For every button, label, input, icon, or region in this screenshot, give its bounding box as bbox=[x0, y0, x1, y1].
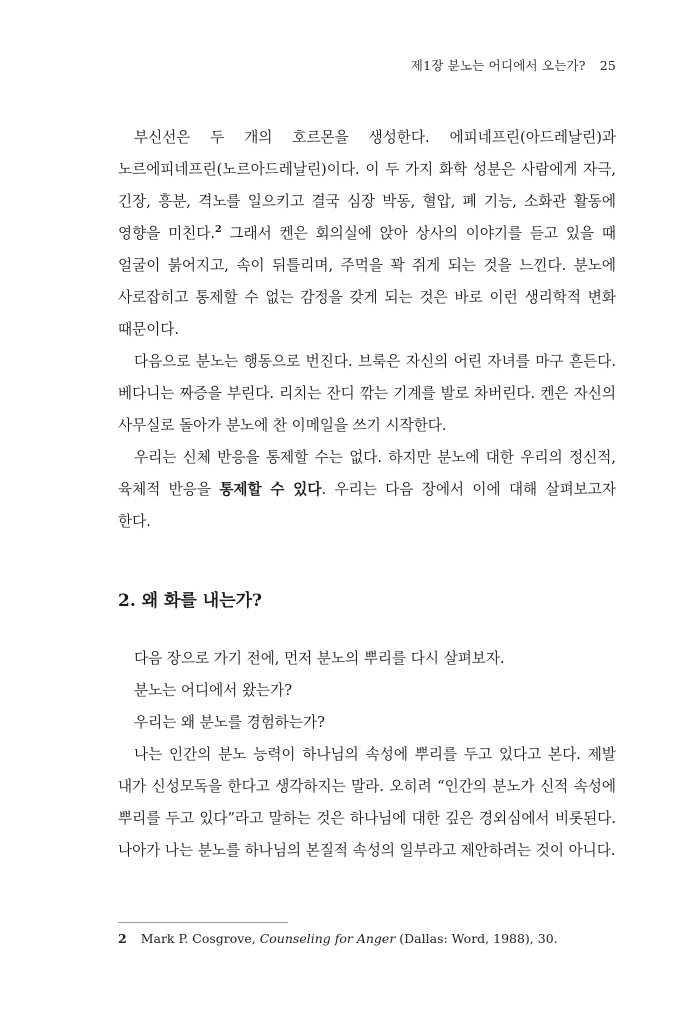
footnote-number: 2 bbox=[118, 931, 127, 946]
body-section-1 bbox=[118, 122, 616, 538]
paragraph: 우리는 왜 분노를 경험하는가? bbox=[134, 714, 325, 731]
emphasis-text: 통제할 수 있다 bbox=[219, 481, 322, 498]
footnote-publication: (Dallas: Word, 1988), 30. bbox=[395, 931, 558, 946]
paragraph-behavior: 다음으로 분노는 행동으로 번진다. 브룩은 자신의 어린 자녀를 마구 흔든다. 베다니는 짜증을 부린다. 리치는 잔디 깎는 기계를 발로 차버린다. 켄은 자신의 사무실로 돌아가 분노에 찬 이메일을 쓰기 시작한다. bbox=[118, 353, 616, 434]
footnote bbox=[118, 930, 558, 948]
paragraph-text: 부신선은 두 개의 호르몬을 생성한다. 에피네프린(아드레날린)과 노르에피네프린(노르아드레날린)이다. 이 두 가지 화학 성분은 사람에게 자극, 긴장, 흥분, 격노를 일으키고 결국 심장 박동, 혈압, 폐 기능, 소화관 활동에 영향을 미친다. bbox=[118, 129, 616, 242]
paragraph-hormones bbox=[118, 122, 616, 346]
section-heading: 2. 왜 화를 내는가? bbox=[118, 591, 262, 611]
paragraph: 분노는 어디에서 왔는가? bbox=[134, 682, 293, 699]
paragraph: 나는 인간의 분노 능력이 하나님의 속성에 뿌리를 두고 있다고 본다. 제발 내가 신성모독을 한다고 생각하지는 말라. 오히려 “인간의 분노가 신적 속성에 뿌리를 두고 있다”라고 말하는 것은 하나님에 대한 깊은 경외심에서 비롯된다. 나아가 나는 분노를 하나님의 본질적 속성의 일부라고 제안하려는 것이 아니다. bbox=[118, 746, 616, 859]
paragraph-control bbox=[118, 442, 616, 538]
paragraph-text: 그래서 켄은 회의실에 앉아 상사의 이야기를 듣고 있을 때 얼굴이 붉어지고, 속이 뒤틀리며, 주먹을 꽉 쥐게 되는 것을 느낀다. 분노에 사로잡히고 통제할 수 없는 감정을 갖게 되는 것은 바로 이런 생리학적 변화 때문이다. bbox=[118, 225, 616, 338]
body-section-2 bbox=[118, 643, 616, 867]
paragraph-text: . 우리는 다음 장에서 이에 대해 살펴보고자 한다. bbox=[118, 481, 616, 530]
paragraph: 다음 장으로 가기 전에, 먼저 분노의 뿌리를 다시 살펴보자. bbox=[134, 650, 505, 667]
footnote-book-title: Counseling for Anger bbox=[259, 931, 396, 946]
paragraph-text: 우리는 신체 반응을 통제할 수는 없다. 하지만 분노에 대한 우리의 정신적, 육체적 반응을 bbox=[118, 449, 616, 498]
chapter-title: 제1장 분노는 어디에서 오는가? bbox=[410, 58, 586, 73]
footnote-author: Mark P. Cosgrove, bbox=[140, 931, 260, 946]
footnote-reference[interactable]: 2 bbox=[215, 224, 222, 235]
running-header bbox=[411, 56, 616, 74]
page-number: 25 bbox=[599, 58, 616, 73]
footnote-divider bbox=[118, 922, 288, 923]
